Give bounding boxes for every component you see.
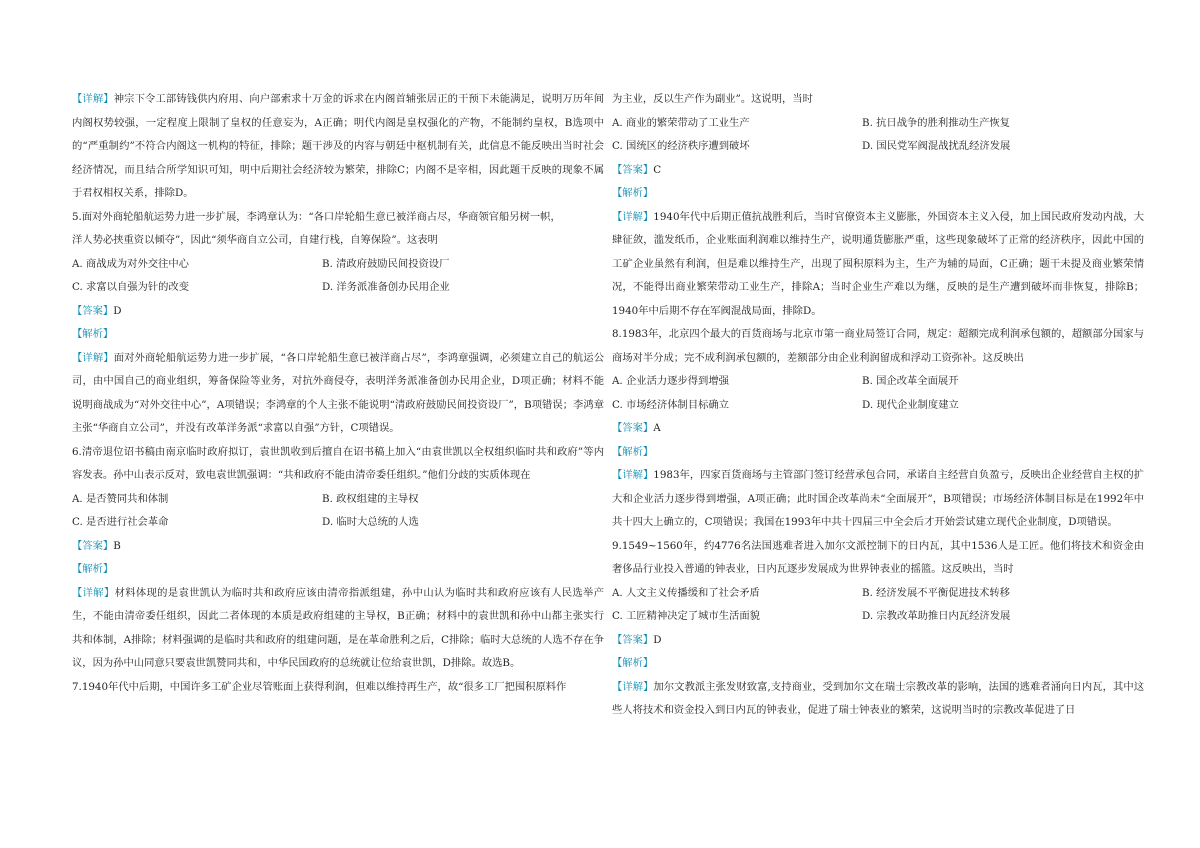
q5-stem-line-1: 5.面对外商轮船航运势力进一步扩展，李鸿章认为：“各口岸轮船生意已被洋商占尽，华商领官船另树一帜， bbox=[72, 210, 561, 223]
q7-options bbox=[612, 112, 1144, 159]
q5-options bbox=[72, 253, 604, 300]
q6-answer-value: B bbox=[113, 539, 121, 552]
q8-stem: 8.1983年，北京四个最大的百货商场与北京市第一商业局签订合同，规定：超额完成利润承包额的，超额部分国家与商场对半分成；完不成利润承包额的，差额部分由企业利润留成和浮动工资弥补。这反映出 bbox=[612, 328, 1144, 364]
q9-analysis-label: 【解析】 bbox=[612, 657, 654, 669]
answer-label: 【答案】 bbox=[612, 163, 654, 176]
q9-answer bbox=[612, 629, 1144, 653]
q8-answer bbox=[612, 417, 1144, 441]
q6-option-a: A. 是否赞同共和体制 bbox=[72, 492, 169, 505]
detail-label: 【详解】 bbox=[72, 93, 114, 105]
q9-option-c: C. 工匠精神决定了城市生活面貌 bbox=[612, 610, 760, 622]
q8-detail bbox=[612, 464, 1144, 535]
q4-detail bbox=[72, 88, 604, 206]
q9-detail bbox=[612, 676, 1144, 723]
detail-label: 【详解】 bbox=[612, 210, 654, 223]
q8-detail-text: 1983年，四家百货商场与主管部门签订经营承包合同，承诺自主经营自负盈亏，反映出企业经营自主权的扩大和企业活力逐步得到增强，A项正确；此时国企改革尚未“全面展开”，B项错误；市场经济体制目标是在1992年中共十四大上确立的，C项错误；我国在1993年中共十四届三中全会后才开始尝试建立现代企业制度，D项错误。 bbox=[612, 469, 1145, 528]
q8-analysis-label: 【解析】 bbox=[612, 445, 654, 458]
detail-label: 【详解】 bbox=[72, 586, 115, 599]
q8-answer-value: A bbox=[653, 422, 661, 434]
right-column bbox=[612, 88, 1144, 723]
q7-option-d: D. 国民党军阀混战扰乱经济发展 bbox=[862, 140, 1011, 152]
q9-answer-value: D bbox=[653, 633, 662, 646]
q4-detail-text: 神宗下令工部铸钱供内府用、向户部索求十万金的诉求在内阁首辅张居正的干预下未能满足，说明万历年间内阁权势较强，一定程度上限制了皇权的任意妄为，A正确；明代内阁是皇权强化的产物，不能制约皇权，B选项中的“严重制约”不符合内阁这一机构的特征，排除；题干涉及的内容与朝廷中枢机制有关，此信息不能反映出当时社会经济情况，而且结合所学知识可知，明中后期社会经济较为繁荣，排除C；内阁不是宰相，因此题干反映的现象不属于君权相权关系，排除D。 bbox=[72, 93, 605, 199]
q5-stem-line-2: 洋人势必挟重资以倾夺”，因此“须华商自立公司，自建行栈，自筹保险”。这表明 bbox=[72, 234, 438, 246]
q5-option-d: D. 洋务派准备创办民用企业 bbox=[322, 281, 450, 293]
answer-label: 【答案】 bbox=[72, 304, 114, 317]
q9-stem: 9.1549~1560年，约4776名法国逃难者进入加尔文派控制下的日内瓦，其中1536人是工匠。他们将技术和资金由奢侈品行业投入普通的钟表业，日内瓦逐步发展成为世界钟表业的摇篮。这反映出，当时 bbox=[612, 539, 1144, 575]
q9-option-b: B. 经济发展不平衡促进技术转移 bbox=[862, 586, 1010, 599]
q5-detail-text: 面对外商轮船航运势力进一步扩展，“各口岸轮船生意已被洋商占尽”，李鸿章强调，必须建立自己的航运公司，由中国自己的商业组织，筹备保险等业务，对抗外商侵夺，表明洋务派准备创办民用企业，D项正确；材料不能说明商战成为“对外交往中心”，A项错误；李鸿章的个人主张不能说明“清政府鼓励民间投资设厂”，B项错误；李鸿章主张“华商自立公司”，并没有改革洋务派“求富以自强”方针，C项错误。 bbox=[72, 351, 605, 434]
q5-analysis-label: 【解析】 bbox=[72, 328, 114, 340]
q7-answer-value: C bbox=[653, 163, 662, 176]
answer-label: 【答案】 bbox=[72, 539, 114, 552]
q9-detail-text: 加尔文教派主张发财致富,支持商业，受到加尔文在瑞士宗教改革的影响，法国的逃难者涌向日内瓦，其中这些人将技术和资金投入到日内瓦的钟表业，促进了瑞士钟表业的繁荣，这说明当时的宗教改革促进了日 bbox=[612, 680, 1144, 716]
q7-detail bbox=[612, 206, 1144, 324]
q5-option-b: B. 清政府鼓励民间投资设厂 bbox=[322, 257, 450, 270]
q7-stem-line-1: 7.1940年代中后期，中国许多工矿企业尽管账面上获得利润，但难以维持再生产，故“很多工厂把囤积原料作 bbox=[72, 680, 567, 693]
q7-option-b: B. 抗日战争的胜利推动生产恢复 bbox=[862, 116, 1010, 129]
q6-option-b: B. 政权组建的主导权 bbox=[322, 492, 419, 505]
q7-analysis-label: 【解析】 bbox=[612, 187, 654, 199]
q9-options bbox=[612, 582, 1144, 629]
q7-answer bbox=[612, 159, 1144, 183]
q7-stem-line-2: 为主业，反以生产作为副业”。这说明，当时 bbox=[612, 93, 813, 105]
q7-option-c: C. 国统区的经济秩序遭到破坏 bbox=[612, 140, 750, 152]
q8-option-c: C. 市场经济体制目标确立 bbox=[612, 398, 730, 411]
detail-label: 【详解】 bbox=[612, 469, 654, 481]
q8-option-a: A. 企业活力逐步得到增强 bbox=[612, 375, 729, 387]
q5-answer bbox=[72, 300, 604, 324]
detail-label: 【详解】 bbox=[612, 680, 654, 693]
q8-options bbox=[612, 370, 1144, 417]
q6-detail bbox=[72, 582, 604, 676]
q5-option-c: C. 求富以自强为针的改变 bbox=[72, 281, 190, 293]
q6-option-c: C. 是否进行社会革命 bbox=[72, 516, 169, 528]
detail-label: 【详解】 bbox=[72, 351, 114, 364]
q5-answer-value: D bbox=[113, 304, 122, 317]
q9-option-a: A. 人文主义传播缓和了社会矛盾 bbox=[612, 586, 760, 599]
q6-detail-text: 材料体现的是袁世凯认为临时共和政府应该由清帝指派组建，孙中山认为临时共和政府应该有人民选举产生，不能由清帝委任组织，因此二者体现的本质是政府组建的主导权，B正确；材料中的袁世凯和孙中山都主张实行共和体制，A排除；材料强调的是临时共和政府的组建问题，是在革命胜利之后，C排除；临时大总统的人选不存在争议，因为孙中山同意只要袁世凯赞同共和，中华民国政府的总统就让位给袁世凯，D排除。故选B。 bbox=[72, 586, 605, 669]
q9-option-d: D. 宗教改革助推日内瓦经济发展 bbox=[862, 610, 1011, 622]
q5-option-a: A. 商战成为对外交往中心 bbox=[72, 257, 189, 270]
q6-stem: 6.清帝退位诏书稿由南京临时政府拟订，袁世凯收到后擅自在诏书稿上加入“由袁世凯以全权组织临时共和政府”等内容发表。孙中山表示反对，致电袁世凯强调：“共和政府不能由清帝委任组织。”他们分歧的实质体现在 bbox=[72, 445, 604, 481]
left-column bbox=[72, 88, 604, 699]
q5-detail bbox=[72, 347, 604, 441]
q6-analysis-label: 【解析】 bbox=[72, 563, 114, 575]
q6-answer bbox=[72, 535, 604, 559]
q6-options bbox=[72, 488, 604, 535]
q8-option-b: B. 国企改革全面展开 bbox=[862, 375, 959, 387]
answer-label: 【答案】 bbox=[612, 422, 654, 434]
q6-option-d: D. 临时大总统的人选 bbox=[322, 516, 419, 528]
answer-label: 【答案】 bbox=[612, 633, 654, 646]
q8-option-d: D. 现代企业制度建立 bbox=[862, 398, 959, 411]
q7-detail-text: 1940年代中后期正值抗战胜利后，当时官僚资本主义膨胀，外国资本主义入侵，加上国民政府发动内战，大肆征敛，滥发纸币，企业账面利润难以维持生产，说明通货膨胀严重，这些现象破坏了正常的经济秩序，因此中国的工矿企业虽然有利润，但是难以维持生产，出现了囤积原料为主，生产为辅的局面，C正确；题干未提及商业繁荣情况，不能得出商业繁荣带动工业生产，排除A；当时企业生产难以为继，反映的是生产遭到破坏而非恢复，排除B；1940年中后期不存在军阀混战局面，排除D。 bbox=[612, 210, 1145, 317]
q7-option-a: A. 商业的繁荣带动了工业生产 bbox=[612, 116, 750, 129]
